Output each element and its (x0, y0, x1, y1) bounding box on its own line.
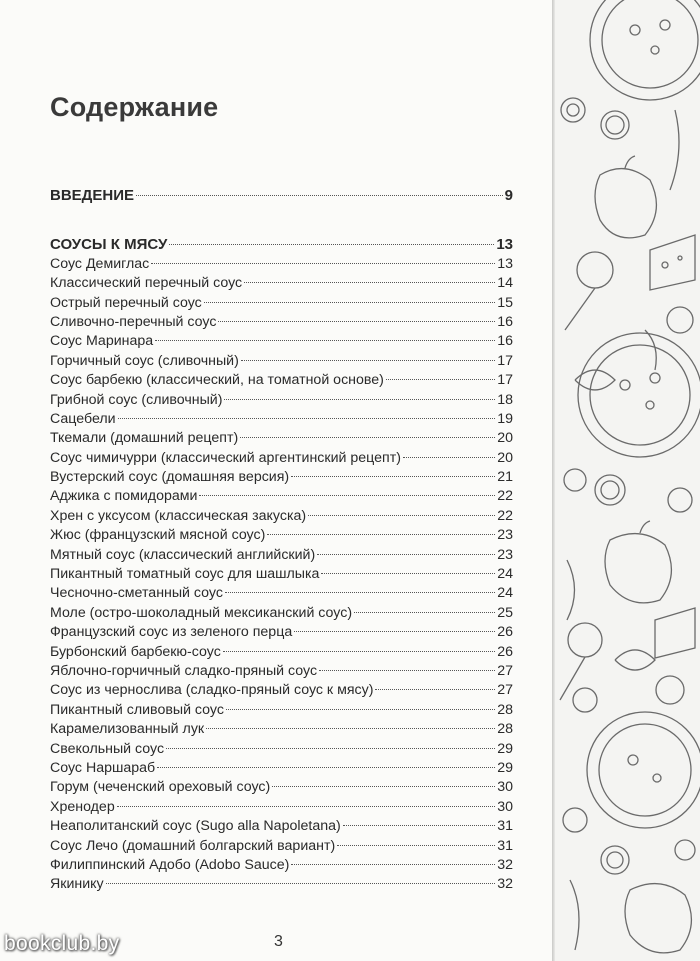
toc-entry-page: 13 (496, 236, 513, 254)
toc-row (50, 449, 513, 468)
toc-entry-page: 32 (497, 876, 513, 893)
toc-row (50, 274, 513, 293)
dot-leader (343, 825, 495, 826)
bell-pepper-icon (595, 169, 656, 238)
dot-leader (317, 554, 495, 555)
toc-entry-label: Соус Наршараб (50, 759, 156, 776)
toc-entry-page: 16 (497, 333, 513, 350)
toc-row (50, 662, 513, 681)
toc-row (50, 429, 513, 448)
herb-leaf-icon (615, 650, 655, 670)
toc-entry-page: 32 (497, 856, 513, 873)
toc-entry-label: Пикантный томатный соус для шашлыка (50, 566, 320, 583)
toc-row (50, 294, 513, 313)
toc-entry-page: 24 (497, 585, 513, 602)
dot-leader (308, 515, 495, 516)
toc-row (50, 837, 513, 856)
dot-leader (155, 340, 495, 341)
toc-row (50, 643, 513, 662)
toc-entry-page: 29 (497, 740, 513, 757)
toc-entry-label: Свекольный соус (50, 740, 165, 757)
toc-entry-page: 30 (497, 779, 513, 796)
dot-leader (291, 864, 495, 865)
dot-leader (136, 195, 503, 196)
dot-leader (204, 302, 495, 303)
chili-icon (570, 880, 579, 950)
toc-row (50, 487, 513, 506)
dot-leader (166, 748, 495, 749)
dot-leader (224, 399, 495, 400)
toc-row (50, 720, 513, 739)
toc-entry-label: Якинику (50, 876, 104, 893)
toc-entry-label: Карамелизованный лук (50, 721, 205, 738)
toc-entry-page: 13 (497, 255, 513, 272)
toc-row (50, 798, 513, 817)
table-of-contents (50, 186, 513, 895)
toc-row (50, 623, 513, 642)
dot-leader (106, 883, 496, 884)
toc-row (50, 313, 513, 332)
toc-entry-label: Соус Лечо (домашний болгарский вариант) (50, 837, 336, 854)
toc-entry-label: Соус барбекю (классический, на томатной основе) (50, 372, 384, 389)
tomato-icon (564, 469, 586, 491)
toc-row (50, 526, 513, 545)
toc-entry-page: 20 (497, 430, 513, 447)
toc-entry-label: Соус из чернослива (сладко-пряный соус к мясу) (50, 682, 374, 699)
toc-entry-label: Горум (чеченский ореховый соус) (50, 779, 271, 796)
dot-leader (241, 360, 495, 361)
toc-entry-page: 20 (497, 449, 513, 466)
toc-entry-page: 28 (497, 701, 513, 718)
toc-row (50, 255, 513, 274)
herb-stem-icon (645, 330, 656, 370)
toc-entry-label: Моле (остро-шоколадный мексиканский соус) (50, 604, 353, 621)
toc-entry-label: Горчичный соус (сливочный) (50, 352, 239, 369)
toc-entry-page: 19 (497, 410, 513, 427)
toc-row (50, 468, 513, 487)
toc-row (50, 410, 513, 429)
bell-pepper-icon (605, 534, 671, 603)
toc-entry-label: Соус чимичурри (классический аргентинский рецепт) (50, 449, 401, 466)
dot-leader (226, 709, 495, 710)
dot-leader (321, 573, 495, 574)
toc-entry-page: 17 (497, 372, 513, 389)
lemon-icon (595, 475, 625, 505)
dot-leader (218, 321, 495, 322)
toc-entry-label: Яблочно-горчичный сладко-пряный соус (50, 662, 318, 679)
dot-leader (267, 534, 495, 535)
tomato-icon (561, 98, 585, 122)
toc-entry-label: Острый перечный соус (50, 294, 202, 311)
food-pattern-illustration (555, 0, 700, 961)
toc-row (50, 856, 513, 875)
toc-entry-label: Грибной соус (сливочный) (50, 391, 223, 408)
toc-entry-label: Соус Демиглас (50, 255, 150, 272)
plate-rim-icon (602, 0, 698, 88)
dot-leader (386, 379, 495, 380)
toc-row (50, 565, 513, 584)
toc-row-section (50, 235, 513, 254)
toc-entry-label: Хренодер (50, 798, 115, 815)
toc-entry-label: Чесночно-сметанный соус (50, 585, 223, 602)
toc-entry-page: 18 (497, 391, 513, 408)
toc-entry-label: Бурбонский барбекю-соус (50, 643, 221, 660)
toc-entry-page: 22 (497, 488, 513, 505)
toc-entry-page: 23 (497, 527, 513, 544)
dot-leader (118, 418, 496, 419)
dot-leader (337, 845, 495, 846)
lemon-icon (656, 676, 684, 704)
toc-entry-page: 9 (504, 187, 513, 204)
dot-leader (206, 728, 495, 729)
toc-entry-page: 23 (497, 546, 513, 563)
dot-leader (199, 495, 495, 496)
chili-icon (567, 560, 575, 620)
toc-row (50, 778, 513, 797)
toc-entry-label: Филиппинский Адобо (Adobo Sauce) (50, 856, 290, 873)
toc-entry-label: Соус Маринара (50, 333, 154, 350)
toc-row (50, 371, 513, 390)
toc-entry-page: 21 (497, 469, 513, 486)
toc-entry-page: 27 (497, 682, 513, 699)
toc-row (50, 817, 513, 836)
toc-entry-label: Ткемали (домашний рецепт) (50, 430, 239, 447)
toc-row (50, 740, 513, 759)
dot-leader (225, 592, 495, 593)
toc-row (50, 875, 513, 894)
dot-leader (291, 476, 495, 477)
watermark: bookclub.by (4, 932, 120, 955)
cheese-icon (650, 235, 695, 290)
dot-leader (354, 612, 495, 613)
toc-entry-page: 17 (497, 352, 513, 369)
dot-leader (272, 786, 495, 787)
chili-icon (670, 110, 679, 190)
food-doodle-svg (555, 0, 700, 961)
toc-entry-label: Сливочно-перечный соус (50, 313, 217, 330)
toc-entry-label: ВВЕДЕНИЕ (50, 187, 134, 204)
dot-leader (375, 689, 495, 690)
spoon-icon (577, 252, 613, 288)
toc-entry-label: СОУСЫ К МЯСУ (50, 236, 168, 254)
toc-entry-label: Жюс (французский мясной соус) (50, 527, 266, 544)
toc-row (50, 546, 513, 565)
toc-row (50, 391, 513, 410)
plate-icon (590, 0, 700, 100)
dot-leader (294, 631, 495, 632)
toc-entry-page: 14 (497, 275, 513, 292)
toc-row (50, 604, 513, 623)
toc-entry-page: 27 (497, 662, 513, 679)
toc-entry-label: Пикантный сливовый соус (50, 701, 224, 718)
toc-entry-page: 25 (497, 604, 513, 621)
toc-entry-page: 24 (497, 566, 513, 583)
plate-icon (587, 712, 700, 828)
page-title: Содержание (50, 92, 219, 122)
toc-entry-page: 29 (497, 759, 513, 776)
bell-pepper-icon (625, 884, 691, 953)
dot-leader (117, 806, 496, 807)
page-number: 3 (274, 933, 283, 950)
toc-entry-page: 22 (497, 507, 513, 524)
toc-entry-label: Французский соус из зеленого перца (50, 624, 293, 641)
toc-row (50, 584, 513, 603)
toc-row (50, 352, 513, 371)
dot-leader (240, 437, 495, 438)
toc-entry-label: Вустерский соус (домашняя версия) (50, 469, 290, 486)
toc-entry-label: Хрен с уксусом (классическая закуска) (50, 507, 307, 524)
plate-icon (578, 333, 700, 457)
toc-entry-page: 28 (497, 721, 513, 738)
toc-entry-page: 31 (497, 818, 513, 835)
toc-row-intro (50, 186, 513, 205)
dot-leader (403, 457, 495, 458)
toc-row (50, 507, 513, 526)
toc-entry-page: 30 (497, 798, 513, 815)
lemon-icon (601, 111, 629, 139)
spoon-icon (568, 623, 602, 657)
toc-entry-page: 26 (497, 624, 513, 641)
toc-entry-label: Аджика с помидорами (50, 488, 198, 505)
toc-entry-label: Неаполитанский соус (Sugo alla Napoletana) (50, 818, 341, 835)
dot-leader (223, 651, 495, 652)
tomato-icon (563, 808, 587, 832)
dot-leader (244, 282, 495, 283)
toc-entry-page: 15 (497, 294, 513, 311)
dot-leader (151, 263, 495, 264)
toc-entry-page: 26 (497, 643, 513, 660)
toc-entry-label: Сацебели (50, 410, 116, 427)
toc-entry-label: Мятный соус (классический английский) (50, 546, 316, 563)
toc-row (50, 759, 513, 778)
dot-leader (169, 244, 494, 245)
toc-entry-page: 16 (497, 313, 513, 330)
toc-row (50, 681, 513, 700)
toc-row (50, 332, 513, 351)
dot-leader (157, 767, 495, 768)
cheese-icon (655, 608, 695, 658)
dot-leader (319, 670, 495, 671)
toc-row (50, 701, 513, 720)
toc-entry-label: Классический перечный соус (50, 275, 243, 292)
toc-entry-page: 31 (497, 837, 513, 854)
